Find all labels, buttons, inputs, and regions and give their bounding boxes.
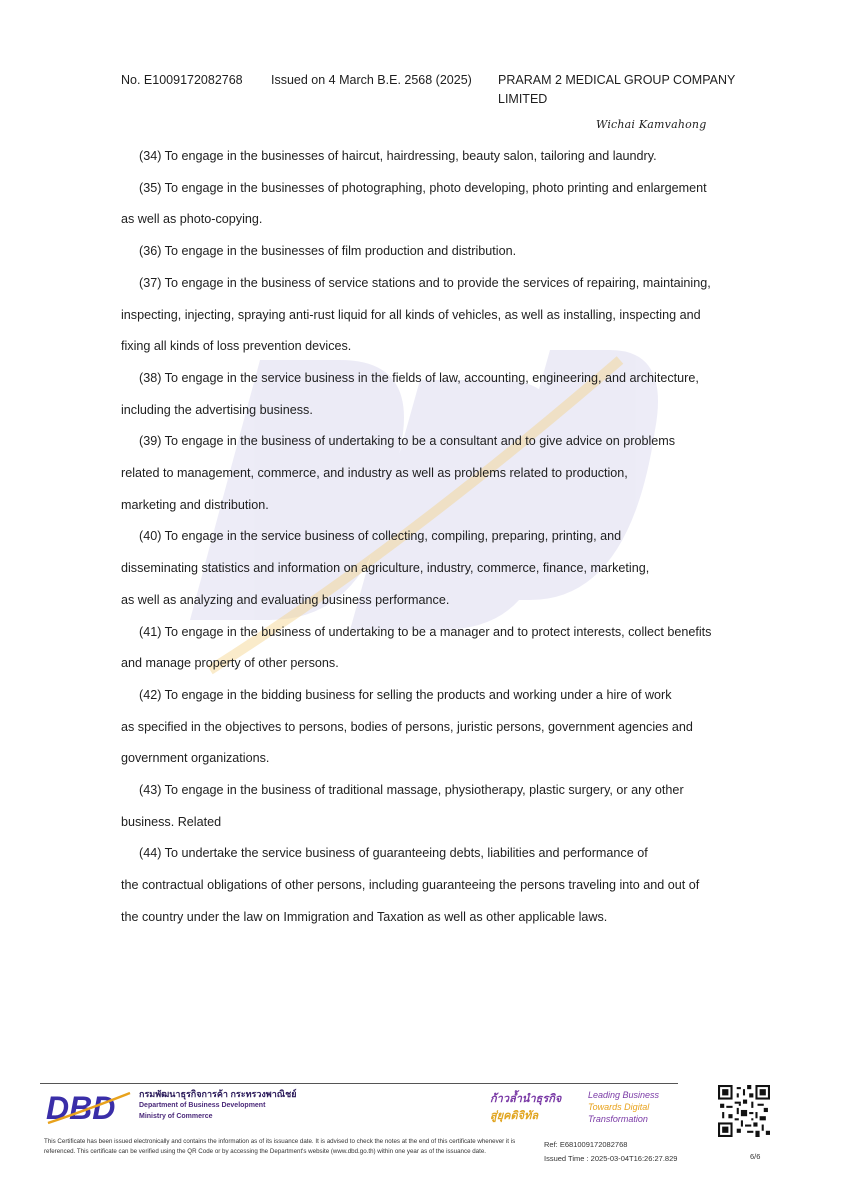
- paragraph-line: as well as photo-copying.: [121, 212, 263, 227]
- issue-date: Issued on 4 March B.E. 2568 (2025): [271, 73, 472, 87]
- paragraph-line: (37) To engage in the business of service stations and to provide the services of repairing, maintaining,: [139, 275, 711, 290]
- paragraph-line: (34) To engage in the businesses of haircut, hairdressing, beauty salon, tailoring and laundry.: [139, 149, 657, 163]
- paragraph-line: (38) To engage in the service business in the fields of law, accounting, engineering, and architecture,: [139, 370, 699, 385]
- reference-info: [544, 1138, 677, 1166]
- english-slogan: Leading Business Towards Digital Transformation: [588, 1090, 660, 1124]
- department-name: กรมพัฒนาธุรกิจการค้า กระทรวงพาณิชย์ Department of Business Development Ministry of Commerce: [139, 1089, 297, 1120]
- svg-text:DBD: DBD: [46, 1090, 116, 1125]
- paragraph-line: the contractual obligations of other persons, including guaranteeing the persons traveling into and out of: [121, 878, 700, 893]
- paragraph-line: (42) To engage in the bidding business for selling the products and working under a hire of work: [139, 687, 672, 702]
- paragraph-line: inspecting, injecting, spraying anti-rust liquid for all kinds of vehicles, as well as installing, inspecting and: [121, 307, 701, 322]
- paragraph-line: government organizations.: [121, 751, 270, 766]
- paragraph-line: disseminating statistics and information on agriculture, industry, commerce, finance, marketing,: [121, 561, 650, 576]
- certificate-number: No. E1009172082768: [121, 73, 243, 87]
- thai-slogan: ก้าวล้ำนำธุรกิจ สู่ยุคดิจิทัล: [490, 1093, 562, 1122]
- paragraph-line: marketing and distribution.: [121, 497, 269, 512]
- footer-divider: [40, 1083, 678, 1084]
- dbd-logo: [44, 1089, 134, 1125]
- paragraph-line: including the advertising business.: [121, 402, 313, 417]
- reference-number: Ref: E681009172082768: [544, 1140, 628, 1149]
- paragraph-line: (40) To engage in the service business of collecting, compiling, preparing, printing, and: [139, 529, 622, 544]
- paragraph-line: (35) To engage in the businesses of photographing, photo developing, photo printing and enlargement: [139, 180, 707, 195]
- paragraph-line: the country under the law on Immigration and Taxation as well as other applicable laws.: [121, 909, 608, 924]
- paragraph-line: (36) To engage in the businesses of film production and distribution.: [139, 244, 517, 259]
- paragraph-line: (41) To engage in the business of undertaking to be a manager and to protect interests, collect benefits: [139, 624, 712, 639]
- page-number: 6/6: [750, 1152, 761, 1161]
- objectives-body: [121, 141, 771, 934]
- signature: Wichai Kamvahong: [596, 118, 707, 131]
- company-name: PRARAM 2 MEDICAL GROUP COMPANY LIMITED: [498, 73, 736, 106]
- qr-code[interactable]: [718, 1085, 770, 1137]
- paragraph-line: (43) To engage in the business of traditional massage, physiotherapy, plastic surgery, or any other: [139, 783, 684, 798]
- paragraph-line: (44) To undertake the service business of guaranteeing debts, liabilities and performance of: [139, 846, 648, 861]
- issued-time: Issued Time : 2025-03-04T16:26:27.829: [544, 1154, 678, 1163]
- paragraph-line: fixing all kinds of loss prevention devices.: [121, 339, 352, 354]
- footer-disclaimer: This Certificate has been issued electronically and contains the information as of its issuance date. It is advised to check the notes at the end of this certificate whenever it is referenced. This certificate can be verified using the QR Code or by accessing the Department's website (www.dbd.go.th) within one year as of the issuance date.: [44, 1138, 516, 1155]
- paragraph-line: as well as analyzing and evaluating business performance.: [121, 592, 450, 607]
- paragraph-line: as specified in the objectives to persons, bodies of persons, juristic persons, government agencies and: [121, 719, 693, 734]
- paragraph-line: business. Related: [121, 814, 222, 829]
- paragraph-line: related to management, commerce, and industry as well as problems related to production,: [121, 466, 628, 481]
- paragraph-line: (39) To engage in the business of undertaking to be a consultant and to give advice on problems: [139, 434, 676, 449]
- paragraph-line: and manage property of other persons.: [121, 656, 339, 671]
